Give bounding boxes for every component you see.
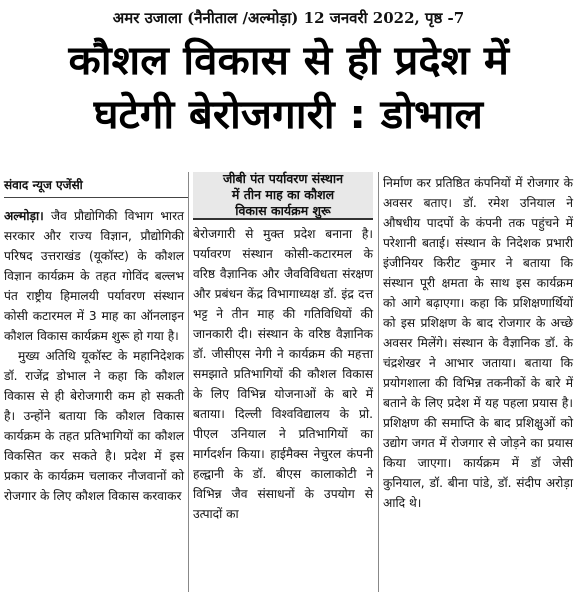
- dateline: अल्मोड़ा।: [4, 209, 44, 223]
- highlight-line-3: विकास कार्यक्रम शुरू: [235, 203, 331, 218]
- column-divider: [188, 172, 189, 592]
- column-2-paragraph-1: बेरोजगारी से मुक्त प्रदेश बनाना है। पर्यावरण संस्थान कोसी-कटारमल के वरिष्ठ वैज्ञानिक और जैवविविधता संरक्षण और प्रबंधन केंद्र विभागाध्यक्ष डॉ. इंद्र दत्त भट्ट ने तीन माह की गतिविधियों की जानकारी दी। संस्थान के वरिष्ठ वैज्ञानिक डॉ. जीसीएस नेगी ने कार्यक्रम की महत्ता समझाते प्रतिभागियों की कौशल विकास के लिए विभिन्न योजनाओं के बारे में बताया। दिल्ली विश्वविद्यालय के प्रो. पीएल उनियाल ने प्रतिभागियों का मार्गदर्शन किया। हाईमैक्स नेचुरल कंपनी हल्द्वानी के डॉ. बीएस कालाकोटी ने विभिन्न जैव संसाधनों के उपयोग से उत्पादों का: [193, 227, 373, 521]
- headline: [0, 34, 577, 142]
- headline-line-1: कौशल विकास से ही प्रदेश में: [68, 38, 509, 84]
- column-1-text-1: जैव प्रौद्योगिकी विभाग भारत सरकार और राज्य विज्ञान, प्रौद्योगिकी परिषद उत्तराखंड (यूकॉस्ट) के कौशल विज्ञान कार्यक्रम के तहत गोविंद बल्लभ पंत राष्ट्रीय हिमालयी पर्यावरण संस्थान कोसी कटारमल में 3 माह का ऑनलाइन कौशल विकास कार्यक्रम शुरू हो गया है।: [4, 209, 184, 343]
- column-1-paragraph-2: [4, 346, 184, 506]
- column-divider: [378, 172, 379, 592]
- column-3-paragraph-1: निर्माण कर प्रतिष्ठित कंपनियों में रोजगार के अवसर बताए। डॉ. रमेश उनियाल ने औषधीय पादपों के कंपनी तक पहुंचने में परेशानी बताई। संस्थान के निदेशक प्रभारी इंजीनियर किरीट कुमार ने बताया कि संस्थान पूरी क्षमता के साथ इस कार्यक्रम को आगे बढ़ाएगा। कहा कि प्रशिक्षणार्थियों को इस प्रशिक्षण के बाद रोजगार के अच्छे अवसर मिलेंगे। संस्थान के वैज्ञानिक डॉ. के चंद्रशेखर ने आभार जताया। बताया कि प्रयोगशाला की विभिन्न तकनीकों के बारे में बताने के लिए प्रदेश में यह पहला प्रयास है। प्रशिक्षण की समाप्ति के बाद प्रशिक्षुओं को उद्योग जगत में रोजगार से जोड़ने का प्रयास किया जाएगा। कार्यक्रम में डॉ जेसी कुनियाल, डॉ. बीना पांडे, डॉ. संदीप अरोड़ा आदि थे।: [383, 176, 573, 510]
- column-1-text-2: मुख्य अतिथि यूकॉस्ट के महानिदेशक डॉ. राजेंद्र डोभाल ने कहा कि कौशल विकास से ही बेरोजगारी कम हो सकती है। उन्होंने बताया कि कौशल विकास कार्यक्रम के तहत प्रतिभागियों का कौशल विकसित कर सकते है। प्रदेश में इस प्रकार के कार्यक्रम चलाकर नौजवानों को रोजगार के लिए कौशल विकास करवाकर: [4, 349, 184, 503]
- byline: संवाद न्यूज एजेंसी: [4, 176, 188, 198]
- highlight-line-2: में तीन माह का कौशल: [231, 187, 335, 202]
- column-1-paragraph-1: [4, 206, 184, 346]
- article-column-3: [383, 173, 573, 513]
- article-column-2: [193, 224, 373, 524]
- article-column-1: [4, 206, 184, 506]
- highlight-box: [193, 172, 373, 220]
- headline-line-2: घटेगी बेरोजगारी : डोभाल: [93, 92, 484, 138]
- newspaper-source-line: अमर उजाला (नैनीताल /अल्मोड़ा) 12 जनवरी 2022, पृष्ठ -7: [112, 9, 465, 27]
- highlight-line-1: जीबी पंत पर्यावरण संस्थान: [222, 171, 344, 186]
